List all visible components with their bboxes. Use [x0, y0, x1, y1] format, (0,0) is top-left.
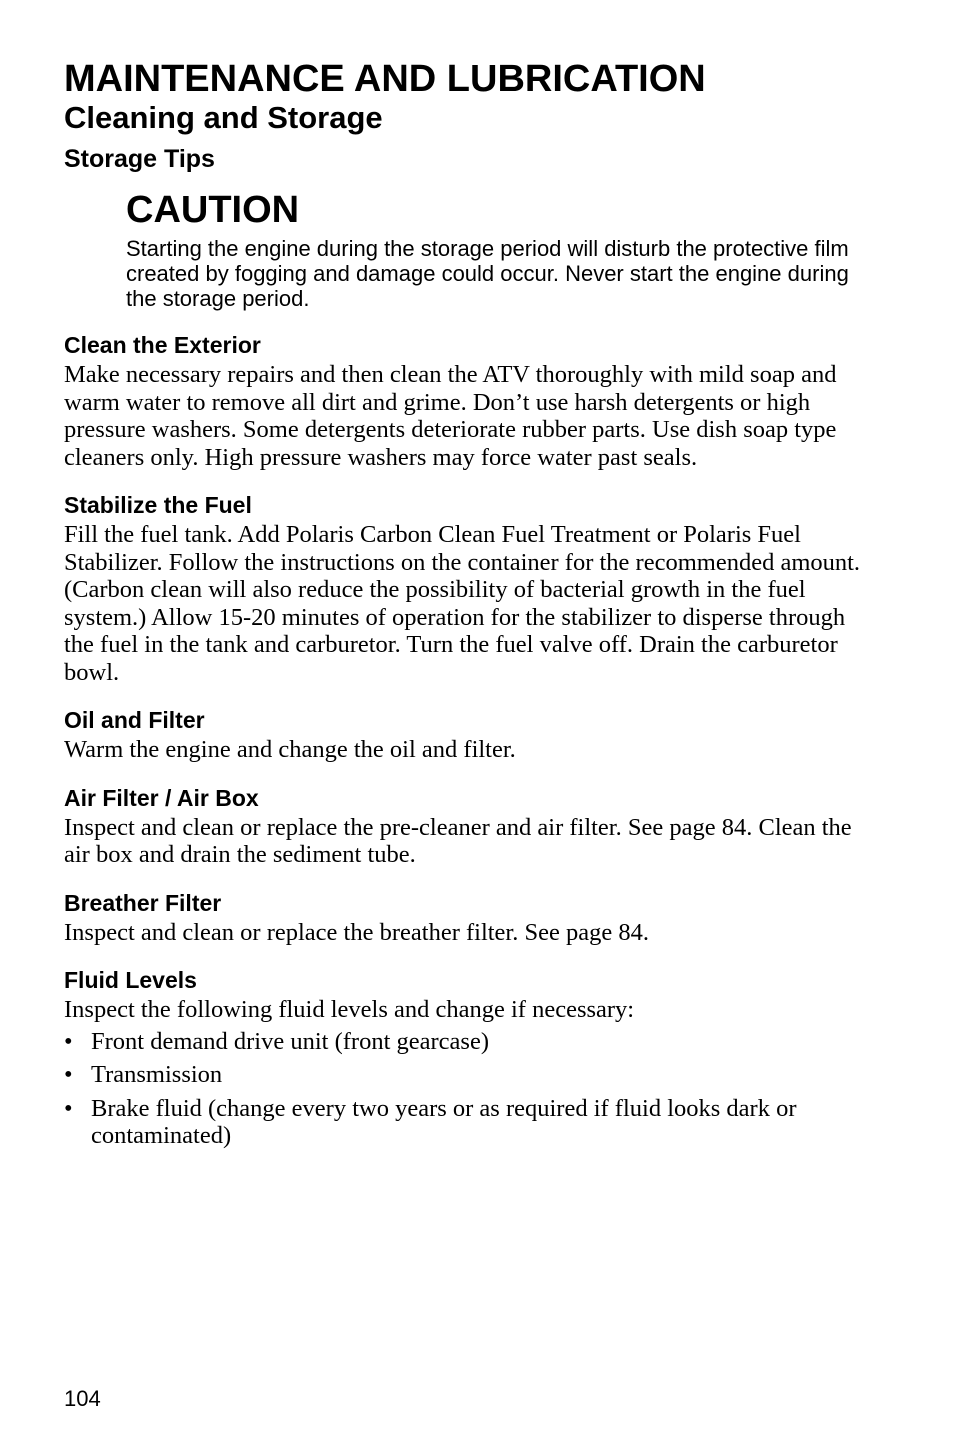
oil-filter-heading: Oil and Filter — [64, 707, 205, 733]
page-title: MAINTENANCE AND LUBRICATION — [64, 58, 706, 100]
caution-box — [126, 188, 874, 311]
stabilize-fuel-heading: Stabilize the Fuel — [64, 492, 252, 518]
stabilize-fuel-text: Fill the fuel tank. Add Polaris Carbon Clean Fuel Treatment or Polaris Fuel Stabilizer. Follow the instructions on the container for the recommended amount. (Carbon clean will also reduce the possibility of bacterial growth in the fuel system.) Allow 15-20 minutes of operation for the stabilizer to disperse through the fuel in the tank and carburetor. Turn the fuel valve off. Drain the carburetor bowl. — [64, 521, 861, 686]
list-item-text: Front demand drive unit (front gearcase) — [91, 1027, 489, 1055]
bullet-icon: • — [64, 1061, 73, 1088]
oil-filter-text: Warm the engine and change the oil and filter. — [64, 736, 516, 763]
fluid-levels-text: Inspect the following fluid levels and change if necessary: — [64, 996, 635, 1023]
page-number: 104 — [64, 1386, 101, 1411]
clean-exterior-text: Make necessary repairs and then clean the ATV thoroughly with mild soap and warm water to remove all dirt and grime. Don’t use harsh detergents or high pressure washers. Some detergents deteriorate rubber parts. Use dish soap type cleaners only. High pressure washers may force water past seals. — [64, 361, 837, 471]
breather-filter-heading: Breather Filter — [64, 889, 222, 916]
air-filter-section — [64, 784, 874, 869]
fluid-levels-list — [64, 1028, 874, 1150]
caution-title: CAUTION — [126, 189, 300, 231]
list-item-text: Brake fluid (change every two years or as required if fluid looks dark or contaminated) — [91, 1094, 797, 1149]
manual-page — [64, 58, 874, 1156]
caution-text: Starting the engine during the storage period will disturb the protective film created by fogging and damage could occur. Never start the engine during the storage period. — [126, 236, 849, 311]
list-item — [64, 1061, 874, 1089]
list-item — [64, 1028, 874, 1056]
oil-filter-section — [64, 706, 874, 764]
section-heading: Storage Tips — [64, 145, 215, 173]
clean-exterior-heading: Clean the Exterior — [64, 332, 261, 358]
clean-exterior-section — [64, 331, 874, 471]
fluid-levels-heading: Fluid Levels — [64, 967, 197, 993]
bullet-icon: • — [64, 1027, 73, 1055]
air-filter-heading: Air Filter / Air Box — [64, 784, 259, 811]
stabilize-fuel-section — [64, 491, 874, 686]
air-filter-text: Inspect and clean or replace the pre-cleaner and air filter. See page 84. Clean the air box and drain the sediment tube. — [64, 813, 852, 868]
list-item — [64, 1095, 874, 1150]
bullet-icon: • — [64, 1094, 73, 1122]
list-item-text: Transmission — [91, 1061, 223, 1088]
page-subtitle: Cleaning and Storage — [64, 100, 383, 135]
breather-filter-section — [64, 889, 874, 947]
fluid-levels-section — [64, 966, 874, 1150]
breather-filter-text: Inspect and clean or replace the breather filter. See page 84. — [64, 918, 649, 946]
